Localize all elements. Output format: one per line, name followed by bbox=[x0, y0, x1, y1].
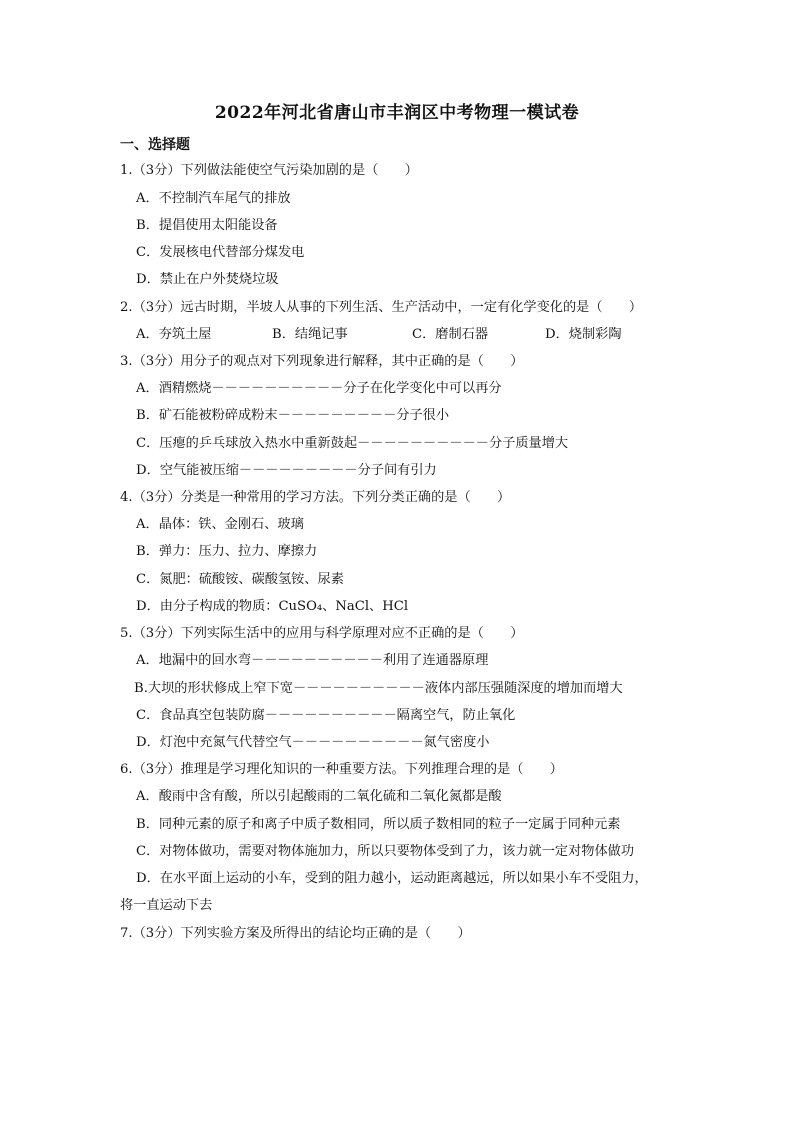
question-5-option-a: A．地漏中的回水弯－－－－－－－－－－利用了连通器原理 bbox=[136, 653, 489, 668]
question-5-stem: 5.（3分）下列实际生活中的应用与科学原理对应不正确的是（ ） bbox=[120, 626, 524, 641]
question-7-stem: 7.（3分）下列实验方案及所得出的结论均正确的是（ ） bbox=[120, 926, 471, 941]
question-4-stem: 4.（3分）分类是一种常用的学习方法。下列分类正确的是（ ） bbox=[120, 490, 511, 505]
question-2-option-b: B．结绳记事 bbox=[272, 327, 348, 342]
question-6-option-d-continued: 将一直运动下去 bbox=[120, 898, 213, 913]
section-heading: 一、选择题 bbox=[120, 137, 190, 153]
question-4-option-d: D．由分子构成的物质：CuSO₄、NaCl、HCl bbox=[136, 599, 409, 614]
question-4-option-c: C．氮肥：硫酸铵、碳酸氢铵、尿素 bbox=[136, 572, 344, 587]
question-3-option-d: D．空气能被压缩－－－－－－－－－分子间有引力 bbox=[136, 463, 437, 478]
question-1-option-d: D．禁止在户外焚烧垃圾 bbox=[136, 272, 279, 287]
question-2-option-a: A．夯筑土屋 bbox=[136, 327, 212, 342]
page-title: 2022年河北省唐山市丰润区中考物理一模试卷 bbox=[214, 103, 580, 123]
question-6-stem: 6.（3分）推理是学习理化知识的一种重要方法。下列推理合理的是（ ） bbox=[120, 762, 563, 777]
question-2-option-d: D．烧制彩陶 bbox=[545, 327, 622, 342]
question-3-option-c: C．压瘪的乒乓球放入热水中重新鼓起－－－－－－－－－－分子质量增大 bbox=[136, 436, 569, 451]
question-4-option-b: B．弹力：压力、拉力、摩擦力 bbox=[136, 544, 318, 559]
question-3-option-b: B．矿石能被粉碎成粉末－－－－－－－－－分子很小 bbox=[136, 408, 450, 423]
question-5-option-c: C．食品真空包装防腐－－－－－－－－－－隔离空气，防止氧化 bbox=[136, 708, 516, 723]
question-1-option-c: C．发展核电代替部分煤发电 bbox=[136, 245, 305, 260]
question-1-option-b: B．提倡使用太阳能设备 bbox=[136, 218, 278, 233]
question-5-option-b: B.大坝的形状修成上窄下宽－－－－－－－－－－液体内部压强随深度的增加而增大 bbox=[134, 681, 623, 696]
question-6-option-d: D．在水平面上运动的小车，受到的阻力越小，运动距离越远，所以如果小车不受阻力， bbox=[136, 871, 648, 886]
question-6-option-b: B．同种元素的原子和离子中质子数相同，所以质子数相同的粒子一定属于同种元素 bbox=[136, 817, 621, 832]
question-3-option-a: A．酒精燃烧－－－－－－－－－－分子在化学变化中可以再分 bbox=[136, 381, 502, 396]
question-4-option-a: A．晶体：铁、金刚石、玻璃 bbox=[136, 517, 304, 532]
question-2-stem: 2.（3分）远古时期，半坡人从事的下列生活、生产活动中，一定有化学变化的是（ ） bbox=[120, 300, 643, 315]
question-3-stem: 3.（3分）用分子的观点对下列现象进行解释，其中正确的是（ ） bbox=[120, 354, 524, 369]
question-1-stem: 1.（3分）下列做法能使空气污染加剧的是（ ） bbox=[120, 163, 418, 178]
question-2-option-c: C．磨制石器 bbox=[412, 327, 489, 342]
question-6-option-a: A．酸雨中含有酸，所以引起酸雨的二氧化硫和二氧化氮都是酸 bbox=[136, 789, 502, 804]
question-5-option-d: D．灯泡中充氮气代替空气－－－－－－－－－－氮气密度小 bbox=[136, 735, 490, 750]
question-1-option-a: A．不控制汽车尾气的排放 bbox=[136, 191, 291, 206]
question-6-option-c: C．对物体做功，需要对物体施加力，所以只要物体受到了力，该力就一定对物体做功 bbox=[136, 844, 635, 859]
